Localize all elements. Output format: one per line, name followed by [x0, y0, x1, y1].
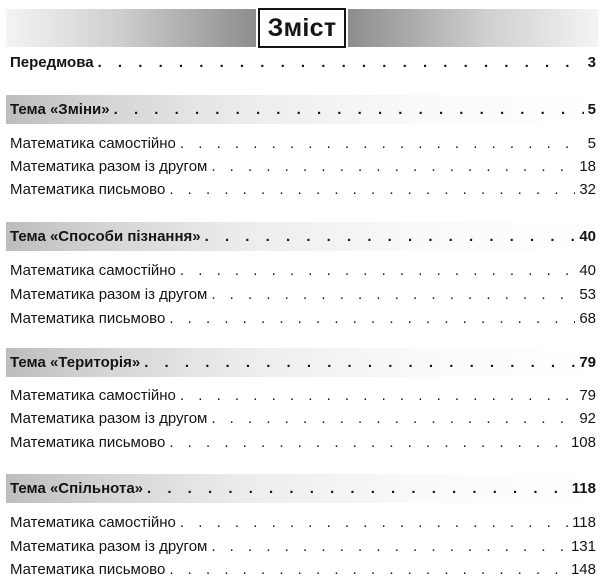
- toc-entry[interactable]: [10, 181, 596, 198]
- toc-entry-page: 118: [572, 514, 596, 531]
- toc-entry-label: Математика разом із другом: [10, 410, 208, 427]
- toc-entry-label: Математика самостійно: [10, 514, 176, 531]
- theme-page: 118: [571, 480, 596, 497]
- toc-entry[interactable]: [10, 310, 596, 327]
- dot-leader: [169, 181, 575, 198]
- toc-entry[interactable]: [10, 561, 596, 578]
- dot-leader: [98, 54, 584, 71]
- toc-entry-page: 5: [587, 135, 596, 152]
- toc-entry[interactable]: [10, 387, 596, 404]
- toc-entry[interactable]: [10, 158, 596, 175]
- toc-entry-page: 32: [579, 181, 596, 198]
- toc-entry-theme-2[interactable]: [10, 228, 596, 245]
- toc-entry-theme-1[interactable]: [10, 101, 596, 118]
- theme-title: Тема «Способи пізнання»: [10, 228, 201, 245]
- theme-title: Тема «Спільнота»: [10, 480, 144, 497]
- toc-entry-page: 68: [579, 310, 596, 327]
- theme-header-band: [6, 474, 598, 503]
- dot-leader: [180, 135, 584, 152]
- title-band: [6, 8, 598, 48]
- toc-entry-label: Математика разом із другом: [10, 538, 208, 555]
- theme-title: Тема «Зміни»: [10, 101, 110, 118]
- dot-leader: [180, 262, 575, 279]
- toc-entry-page: 40: [579, 262, 596, 279]
- toc-entry-page: 148: [570, 561, 596, 578]
- theme-page: 5: [587, 101, 596, 118]
- toc-entry[interactable]: [10, 514, 596, 531]
- toc-entry[interactable]: [10, 410, 596, 427]
- dot-leader: [169, 434, 567, 451]
- dot-leader: [169, 561, 567, 578]
- toc-entry-page: 53: [579, 286, 596, 303]
- dot-leader: [114, 101, 584, 118]
- dot-leader: [211, 538, 567, 555]
- theme-header-band: [6, 222, 598, 251]
- toc-entry[interactable]: [10, 135, 596, 152]
- toc-entry-theme-4[interactable]: [10, 480, 596, 497]
- title-gradient-right: [348, 9, 598, 47]
- page-title: [258, 8, 346, 48]
- toc-entry[interactable]: [10, 286, 596, 303]
- dot-leader: [180, 387, 575, 404]
- page-title-text: Зміст: [267, 13, 337, 42]
- dot-leader: [180, 514, 568, 531]
- toc-entry-label: Математика самостійно: [10, 262, 176, 279]
- toc-entry-label: Математика письмово: [10, 310, 166, 327]
- toc-entry-preface[interactable]: [10, 54, 596, 71]
- dot-leader: [211, 286, 575, 303]
- theme-header-band: [6, 95, 598, 124]
- toc-entry-label: Математика самостійно: [10, 135, 176, 152]
- toc-entry-label: Математика разом із другом: [10, 286, 208, 303]
- toc-entry-page: 92: [579, 410, 596, 427]
- toc-entry[interactable]: [10, 434, 596, 451]
- toc-entry-page: 108: [570, 434, 596, 451]
- toc-entry-theme-3[interactable]: [10, 354, 596, 371]
- dot-leader: [211, 410, 575, 427]
- theme-header-band: [6, 348, 598, 377]
- title-gradient-left: [6, 9, 256, 47]
- toc-entry-page: 79: [579, 387, 596, 404]
- toc-entry[interactable]: [10, 262, 596, 279]
- toc-entry-page: 131: [570, 538, 596, 555]
- dot-leader: [205, 228, 576, 245]
- toc-entry-page: 18: [579, 158, 596, 175]
- theme-page: 79: [579, 354, 596, 371]
- dot-leader: [169, 310, 575, 327]
- theme-title: Тема «Територія»: [10, 354, 141, 371]
- toc-entry-label: Математика письмово: [10, 561, 166, 578]
- dot-leader: [144, 354, 575, 371]
- toc-entry[interactable]: [10, 538, 596, 555]
- theme-page: 40: [579, 228, 596, 245]
- toc-entry-label: Математика разом із другом: [10, 158, 208, 175]
- dot-leader: [147, 480, 568, 497]
- toc-entry-label: Математика самостійно: [10, 387, 176, 404]
- dot-leader: [211, 158, 575, 175]
- toc-entry-page: 3: [587, 54, 596, 71]
- toc-entry-label: Математика письмово: [10, 434, 166, 451]
- toc-entry-label: Передмова: [10, 54, 94, 71]
- toc-entry-label: Математика письмово: [10, 181, 166, 198]
